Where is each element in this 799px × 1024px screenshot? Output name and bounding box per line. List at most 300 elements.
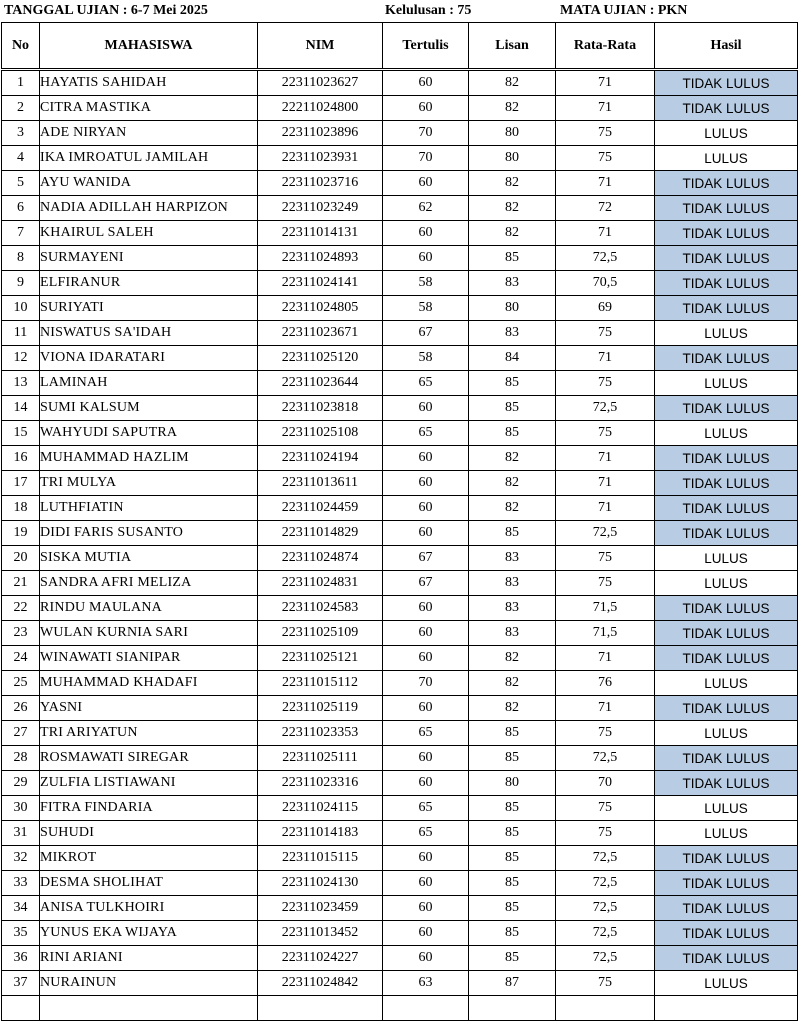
cell-oral-score: 84 <box>469 346 556 371</box>
table-row <box>2 271 798 296</box>
cell-student-name: DIDI FARIS SUSANTO <box>40 521 258 546</box>
cell-student-name: SURMAYENI <box>40 246 258 271</box>
empty-cell <box>655 996 798 1021</box>
table-row <box>2 721 798 746</box>
table-row <box>2 671 798 696</box>
cell-written-score: 60 <box>383 871 469 896</box>
cell-written-score: 60 <box>383 96 469 121</box>
empty-cell <box>40 996 258 1021</box>
cell-oral-score: 82 <box>469 496 556 521</box>
empty-cell <box>2 996 40 1021</box>
cell-no: 12 <box>2 346 40 371</box>
cell-average-score: 72,5 <box>556 896 655 921</box>
table-row <box>2 496 798 521</box>
cell-written-score: 65 <box>383 821 469 846</box>
cell-oral-score: 85 <box>469 871 556 896</box>
cell-oral-score: 82 <box>469 171 556 196</box>
cell-oral-score: 82 <box>469 646 556 671</box>
table-row <box>2 921 798 946</box>
cell-student-name: MIKROT <box>40 846 258 871</box>
cell-nim: 22311023249 <box>258 196 383 221</box>
cell-result: LULUS <box>655 721 798 746</box>
cell-student-name: WINAWATI SIANIPAR <box>40 646 258 671</box>
table-row <box>2 321 798 346</box>
cell-average-score: 75 <box>556 421 655 446</box>
table-row <box>2 471 798 496</box>
cell-oral-score: 85 <box>469 746 556 771</box>
cell-result: TIDAK LULUS <box>655 521 798 546</box>
cell-nim: 22311014131 <box>258 221 383 246</box>
cell-written-score: 60 <box>383 396 469 421</box>
cell-written-score: 60 <box>383 771 469 796</box>
cell-written-score: 60 <box>383 246 469 271</box>
grades-table <box>1 22 798 1021</box>
cell-oral-score: 85 <box>469 721 556 746</box>
cell-average-score: 72,5 <box>556 746 655 771</box>
cell-average-score: 75 <box>556 571 655 596</box>
cell-result: TIDAK LULUS <box>655 271 798 296</box>
cell-no: 30 <box>2 796 40 821</box>
cell-result: LULUS <box>655 671 798 696</box>
cell-average-score: 70,5 <box>556 271 655 296</box>
cell-written-score: 60 <box>383 70 469 96</box>
cell-student-name: YUNUS EKA WIJAYA <box>40 921 258 946</box>
table-row <box>2 346 798 371</box>
cell-written-score: 70 <box>383 146 469 171</box>
table-row <box>2 96 798 121</box>
table-header-row <box>2 23 798 70</box>
cell-average-score: 75 <box>556 121 655 146</box>
cell-no: 33 <box>2 871 40 896</box>
cell-average-score: 71 <box>556 696 655 721</box>
cell-oral-score: 80 <box>469 146 556 171</box>
cell-oral-score: 85 <box>469 371 556 396</box>
cell-no: 7 <box>2 221 40 246</box>
cell-average-score: 71 <box>556 221 655 246</box>
cell-no: 34 <box>2 896 40 921</box>
cell-student-name: SISKA MUTIA <box>40 546 258 571</box>
cell-nim: 22311023459 <box>258 896 383 921</box>
cell-result: TIDAK LULUS <box>655 471 798 496</box>
cell-result: TIDAK LULUS <box>655 196 798 221</box>
cell-nim: 22311013611 <box>258 471 383 496</box>
cell-no: 36 <box>2 946 40 971</box>
cell-average-score: 72,5 <box>556 396 655 421</box>
cell-no: 16 <box>2 446 40 471</box>
empty-cell <box>556 996 655 1021</box>
cell-result: LULUS <box>655 546 798 571</box>
table-row <box>2 421 798 446</box>
cell-written-score: 60 <box>383 446 469 471</box>
cell-written-score: 60 <box>383 221 469 246</box>
cell-average-score: 71 <box>556 471 655 496</box>
cell-nim: 22311024583 <box>258 596 383 621</box>
cell-result: TIDAK LULUS <box>655 446 798 471</box>
cell-nim: 22311013452 <box>258 921 383 946</box>
cell-result: TIDAK LULUS <box>655 846 798 871</box>
cell-nim: 22311023316 <box>258 771 383 796</box>
cell-result: LULUS <box>655 971 798 996</box>
cell-student-name: LUTHFIATIN <box>40 496 258 521</box>
cell-average-score: 75 <box>556 546 655 571</box>
col-header-nim: NIM <box>258 23 383 70</box>
cell-no: 31 <box>2 821 40 846</box>
cell-nim: 22211024800 <box>258 96 383 121</box>
cell-average-score: 75 <box>556 821 655 846</box>
cell-no: 25 <box>2 671 40 696</box>
cell-oral-score: 82 <box>469 70 556 96</box>
cell-no: 4 <box>2 146 40 171</box>
cell-no: 1 <box>2 70 40 96</box>
cell-written-score: 60 <box>383 696 469 721</box>
col-header-result: Hasil <box>655 23 798 70</box>
empty-cell <box>383 996 469 1021</box>
cell-oral-score: 82 <box>469 221 556 246</box>
cell-written-score: 67 <box>383 571 469 596</box>
cell-no: 14 <box>2 396 40 421</box>
cell-student-name: KHAIRUL SALEH <box>40 221 258 246</box>
cell-oral-score: 82 <box>469 671 556 696</box>
cell-nim: 22311023671 <box>258 321 383 346</box>
cell-oral-score: 87 <box>469 971 556 996</box>
cell-oral-score: 85 <box>469 896 556 921</box>
cell-oral-score: 85 <box>469 846 556 871</box>
table-row <box>2 196 798 221</box>
cell-no: 20 <box>2 546 40 571</box>
exam-header <box>0 0 799 22</box>
cell-written-score: 62 <box>383 196 469 221</box>
cell-average-score: 72,5 <box>556 246 655 271</box>
cell-written-score: 60 <box>383 621 469 646</box>
cell-student-name: SUMI KALSUM <box>40 396 258 421</box>
cell-nim: 22311024805 <box>258 296 383 321</box>
cell-student-name: TRI ARIYATUN <box>40 721 258 746</box>
cell-average-score: 72,5 <box>556 846 655 871</box>
cell-written-score: 60 <box>383 921 469 946</box>
cell-no: 10 <box>2 296 40 321</box>
table-row <box>2 696 798 721</box>
cell-oral-score: 83 <box>469 621 556 646</box>
cell-student-name: SUHUDI <box>40 821 258 846</box>
cell-no: 5 <box>2 171 40 196</box>
cell-nim: 22311025119 <box>258 696 383 721</box>
cell-written-score: 65 <box>383 796 469 821</box>
cell-oral-score: 83 <box>469 596 556 621</box>
cell-result: TIDAK LULUS <box>655 746 798 771</box>
cell-student-name: NADIA ADILLAH HARPIZON <box>40 196 258 221</box>
cell-nim: 22311023818 <box>258 396 383 421</box>
cell-result: TIDAK LULUS <box>655 396 798 421</box>
cell-student-name: SURIYATI <box>40 296 258 321</box>
cell-average-score: 75 <box>556 796 655 821</box>
table-row <box>2 796 798 821</box>
cell-nim: 22311014183 <box>258 821 383 846</box>
cell-nim: 22311023627 <box>258 70 383 96</box>
cell-no: 21 <box>2 571 40 596</box>
cell-oral-score: 83 <box>469 571 556 596</box>
cell-no: 23 <box>2 621 40 646</box>
cell-average-score: 71 <box>556 646 655 671</box>
cell-oral-score: 82 <box>469 696 556 721</box>
cell-result: LULUS <box>655 371 798 396</box>
cell-nim: 22311024115 <box>258 796 383 821</box>
col-header-oral: Lisan <box>469 23 556 70</box>
cell-result: TIDAK LULUS <box>655 246 798 271</box>
cell-no: 6 <box>2 196 40 221</box>
cell-student-name: MUHAMMAD HAZLIM <box>40 446 258 471</box>
cell-no: 15 <box>2 421 40 446</box>
empty-cell <box>258 996 383 1021</box>
cell-student-name: WAHYUDI SAPUTRA <box>40 421 258 446</box>
cell-written-score: 65 <box>383 421 469 446</box>
cell-student-name: NISWATUS SA'IDAH <box>40 321 258 346</box>
cell-result: TIDAK LULUS <box>655 946 798 971</box>
cell-student-name: ELFIRANUR <box>40 271 258 296</box>
cell-student-name: IKA IMROATUL JAMILAH <box>40 146 258 171</box>
cell-nim: 22311024893 <box>258 246 383 271</box>
cell-result: LULUS <box>655 821 798 846</box>
cell-oral-score: 82 <box>469 471 556 496</box>
cell-no: 17 <box>2 471 40 496</box>
passing-grade: Kelulusan : 75 <box>385 3 472 18</box>
table-row <box>2 221 798 246</box>
cell-student-name: RINI ARIANI <box>40 946 258 971</box>
cell-no: 2 <box>2 96 40 121</box>
cell-result: LULUS <box>655 571 798 596</box>
cell-student-name: LAMINAH <box>40 371 258 396</box>
cell-no: 35 <box>2 921 40 946</box>
table-row <box>2 446 798 471</box>
cell-nim: 22311023716 <box>258 171 383 196</box>
cell-student-name: VIONA IDARATARI <box>40 346 258 371</box>
cell-nim: 22311015112 <box>258 671 383 696</box>
cell-nim: 22311025121 <box>258 646 383 671</box>
cell-result: TIDAK LULUS <box>655 921 798 946</box>
table-row <box>2 746 798 771</box>
cell-oral-score: 85 <box>469 421 556 446</box>
cell-written-score: 63 <box>383 971 469 996</box>
cell-nim: 22311024194 <box>258 446 383 471</box>
table-row <box>2 521 798 546</box>
cell-average-score: 71 <box>556 70 655 96</box>
cell-student-name: RINDU MAULANA <box>40 596 258 621</box>
cell-no: 24 <box>2 646 40 671</box>
cell-no: 27 <box>2 721 40 746</box>
cell-no: 26 <box>2 696 40 721</box>
cell-oral-score: 82 <box>469 446 556 471</box>
cell-result: TIDAK LULUS <box>655 70 798 96</box>
table-row <box>2 121 798 146</box>
cell-result: TIDAK LULUS <box>655 96 798 121</box>
cell-result: TIDAK LULUS <box>655 496 798 521</box>
cell-result: LULUS <box>655 146 798 171</box>
col-header-average: Rata-Rata <box>556 23 655 70</box>
cell-nim: 22311024130 <box>258 871 383 896</box>
cell-nim: 22311023896 <box>258 121 383 146</box>
table-row <box>2 821 798 846</box>
cell-result: TIDAK LULUS <box>655 771 798 796</box>
cell-written-score: 65 <box>383 721 469 746</box>
cell-student-name: MUHAMMAD KHADAFI <box>40 671 258 696</box>
cell-written-score: 60 <box>383 596 469 621</box>
cell-nim: 22311024227 <box>258 946 383 971</box>
cell-written-score: 60 <box>383 171 469 196</box>
cell-result: TIDAK LULUS <box>655 296 798 321</box>
cell-no: 9 <box>2 271 40 296</box>
empty-row <box>2 996 798 1021</box>
cell-average-score: 75 <box>556 971 655 996</box>
cell-written-score: 58 <box>383 346 469 371</box>
cell-no: 11 <box>2 321 40 346</box>
cell-average-score: 71,5 <box>556 596 655 621</box>
cell-average-score: 72 <box>556 196 655 221</box>
cell-written-score: 58 <box>383 296 469 321</box>
empty-cell <box>469 996 556 1021</box>
cell-nim: 22311014829 <box>258 521 383 546</box>
cell-no: 22 <box>2 596 40 621</box>
cell-result: LULUS <box>655 321 798 346</box>
cell-oral-score: 80 <box>469 771 556 796</box>
cell-no: 32 <box>2 846 40 871</box>
col-header-written: Tertulis <box>383 23 469 70</box>
cell-oral-score: 80 <box>469 121 556 146</box>
cell-no: 18 <box>2 496 40 521</box>
cell-result: LULUS <box>655 796 798 821</box>
cell-result: TIDAK LULUS <box>655 171 798 196</box>
cell-student-name: SANDRA AFRI MELIZA <box>40 571 258 596</box>
cell-result: TIDAK LULUS <box>655 596 798 621</box>
cell-average-score: 71 <box>556 96 655 121</box>
cell-no: 28 <box>2 746 40 771</box>
table-row <box>2 971 798 996</box>
cell-result: TIDAK LULUS <box>655 346 798 371</box>
cell-result: TIDAK LULUS <box>655 646 798 671</box>
cell-written-score: 60 <box>383 521 469 546</box>
table-row <box>2 546 798 571</box>
cell-student-name: HAYATIS SAHIDAH <box>40 70 258 96</box>
cell-student-name: NURAINUN <box>40 971 258 996</box>
cell-oral-score: 85 <box>469 246 556 271</box>
cell-oral-score: 80 <box>469 296 556 321</box>
cell-student-name: WULAN KURNIA SARI <box>40 621 258 646</box>
cell-written-score: 65 <box>383 371 469 396</box>
table-row <box>2 646 798 671</box>
table-row <box>2 871 798 896</box>
table-row <box>2 171 798 196</box>
cell-average-score: 72,5 <box>556 921 655 946</box>
table-row <box>2 896 798 921</box>
cell-written-score: 60 <box>383 746 469 771</box>
exam-date: TANGGAL UJIAN : 6-7 Mei 2025 <box>4 3 208 18</box>
cell-average-score: 72,5 <box>556 946 655 971</box>
cell-written-score: 60 <box>383 896 469 921</box>
cell-written-score: 70 <box>383 671 469 696</box>
cell-average-score: 72,5 <box>556 871 655 896</box>
cell-result: TIDAK LULUS <box>655 621 798 646</box>
table-row <box>2 621 798 646</box>
cell-written-score: 60 <box>383 846 469 871</box>
cell-oral-score: 85 <box>469 921 556 946</box>
cell-average-score: 71 <box>556 171 655 196</box>
table-row <box>2 846 798 871</box>
cell-no: 8 <box>2 246 40 271</box>
table-row <box>2 146 798 171</box>
cell-oral-score: 85 <box>469 396 556 421</box>
cell-student-name: DESMA SHOLIHAT <box>40 871 258 896</box>
cell-nim: 22311025108 <box>258 421 383 446</box>
cell-student-name: ADE NIRYAN <box>40 121 258 146</box>
cell-result: LULUS <box>655 121 798 146</box>
table-row <box>2 771 798 796</box>
cell-oral-score: 83 <box>469 321 556 346</box>
cell-student-name: CITRA MASTIKA <box>40 96 258 121</box>
cell-nim: 22311025120 <box>258 346 383 371</box>
cell-nim: 22311024842 <box>258 971 383 996</box>
cell-no: 3 <box>2 121 40 146</box>
table-row <box>2 70 798 96</box>
cell-average-score: 69 <box>556 296 655 321</box>
cell-no: 37 <box>2 971 40 996</box>
table-row <box>2 371 798 396</box>
cell-average-score: 71 <box>556 446 655 471</box>
cell-average-score: 71 <box>556 346 655 371</box>
cell-written-score: 58 <box>383 271 469 296</box>
cell-average-score: 75 <box>556 146 655 171</box>
cell-result: TIDAK LULUS <box>655 871 798 896</box>
cell-nim: 22311025111 <box>258 746 383 771</box>
cell-student-name: AYU WANIDA <box>40 171 258 196</box>
table-row <box>2 596 798 621</box>
cell-written-score: 60 <box>383 496 469 521</box>
cell-written-score: 60 <box>383 946 469 971</box>
cell-written-score: 67 <box>383 546 469 571</box>
table-row <box>2 396 798 421</box>
cell-average-score: 72,5 <box>556 521 655 546</box>
table-row <box>2 946 798 971</box>
table-row <box>2 296 798 321</box>
cell-result: TIDAK LULUS <box>655 696 798 721</box>
cell-student-name: YASNI <box>40 696 258 721</box>
cell-nim: 22311023353 <box>258 721 383 746</box>
cell-nim: 22311024831 <box>258 571 383 596</box>
cell-average-score: 76 <box>556 671 655 696</box>
cell-nim: 22311024459 <box>258 496 383 521</box>
cell-student-name: ROSMAWATI SIREGAR <box>40 746 258 771</box>
cell-average-score: 75 <box>556 371 655 396</box>
cell-nim: 22311015115 <box>258 846 383 871</box>
cell-nim: 22311024141 <box>258 271 383 296</box>
col-header-no: No <box>2 23 40 70</box>
cell-oral-score: 85 <box>469 821 556 846</box>
cell-average-score: 75 <box>556 721 655 746</box>
cell-no: 13 <box>2 371 40 396</box>
cell-no: 19 <box>2 521 40 546</box>
cell-oral-score: 83 <box>469 546 556 571</box>
cell-oral-score: 85 <box>469 521 556 546</box>
cell-nim: 22311024874 <box>258 546 383 571</box>
cell-no: 29 <box>2 771 40 796</box>
cell-average-score: 71,5 <box>556 621 655 646</box>
cell-written-score: 60 <box>383 646 469 671</box>
cell-oral-score: 83 <box>469 271 556 296</box>
cell-written-score: 67 <box>383 321 469 346</box>
cell-nim: 22311023644 <box>258 371 383 396</box>
cell-result: TIDAK LULUS <box>655 221 798 246</box>
col-header-student: MAHASISWA <box>40 23 258 70</box>
cell-written-score: 70 <box>383 121 469 146</box>
cell-oral-score: 85 <box>469 796 556 821</box>
cell-oral-score: 82 <box>469 96 556 121</box>
